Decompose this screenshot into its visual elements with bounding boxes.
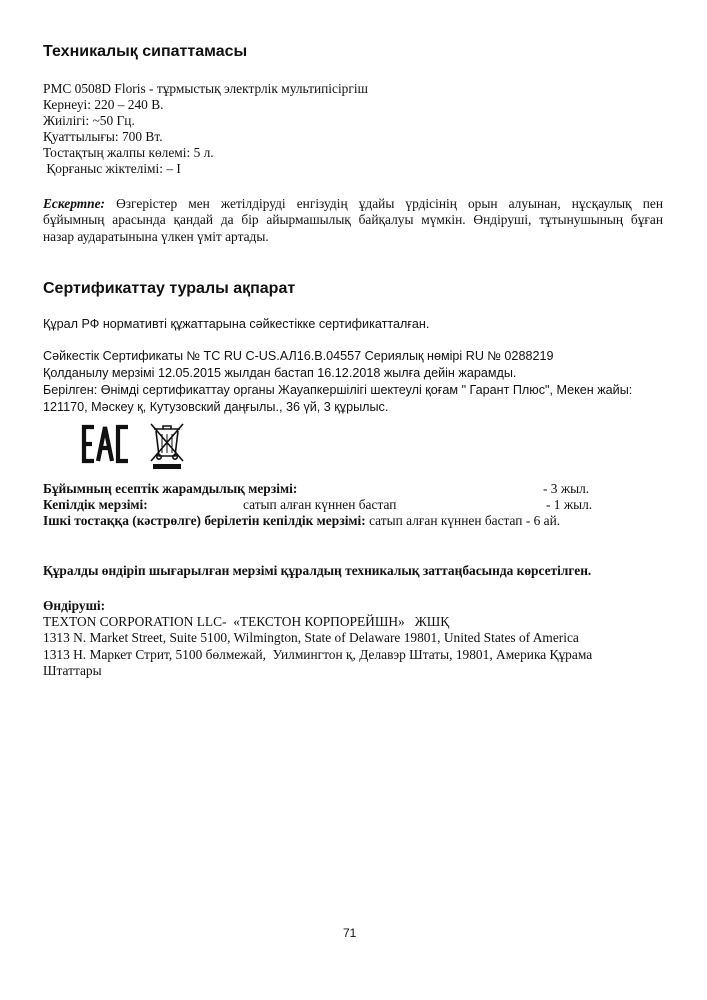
bowl-warranty-label: Ішкі тостаққа (кәстрөлге) берілетін кепілдік мерзімі: [43, 513, 366, 528]
spec-note-line-3: назар аударатынына үлкен үміт артады. [43, 229, 269, 244]
weee-crossed-bin-icon [148, 420, 186, 470]
spec-heading: Техникалық сипаттамасы [43, 43, 248, 60]
warranty-value: - 1 жыл. [546, 497, 593, 512]
spec-line-volume: Тостақтың жалпы көлемі: 5 л. [43, 145, 214, 160]
spec-note-line-1: Ескертпе: Өзгерістер мен жетілдіруді енгізудің ұдайы үрдісінің орын алуынан, нұсқаулық пен [43, 196, 663, 211]
cert-line-certificate: Сәйкестік Сертификаты № ТС RU C-US.АЛ16.В.04557 Сериялық нөмірі RU № 0288219 [43, 349, 554, 363]
warranty-label: Кепілдік мерзімі: [43, 497, 148, 512]
manufacturer-address-en: 1313 N. Market Street, Suite 5100, Wilmington, State of Delaware 19801, United States of America [43, 630, 579, 645]
production-date-note: Құралды өндіріп шығарылған мерзімі құралдың техникалық заттаңбасында көрсетілген. [43, 563, 592, 578]
spec-line-frequency: Жиілігі: ~50 Гц. [43, 113, 135, 128]
cert-line-address: 121170, Мәскеу қ, Кутузовский даңғылы., 36 үй, 3 құрылыс. [43, 400, 389, 414]
cert-line-issued: Берілген: Өнімді сертификаттау органы Жауапкершілігі шектеулі қоғам " Гарант Плюс", Мекен жайы: [43, 383, 633, 397]
bowl-warranty-value: сатып алған күннен бастап - 6 ай. [369, 513, 561, 528]
manufacturer-address-kk: 1313 Н. Маркет Стрит, 5100 бөлмежай, Уилмингтон қ, Делавэр Штаты, 19801, Америка Құрама [43, 647, 593, 662]
spec-line-protection: Қорғаныс жіктелімі: – I [43, 161, 181, 176]
spec-line-voltage: Кернеуі: 220 – 240 В. [43, 97, 164, 112]
spec-note-line-2: бұйымның арасында қандай да бір айырмашылық байқалуы мүмкін. Өндіруші, тұтынушының бұған [43, 212, 663, 227]
manufacturer-label: Өндіруші: [43, 598, 106, 613]
cert-intro: Құрал РФ нормативті құжаттарына сәйкестікке сертификатталған. [43, 317, 430, 331]
manufacturer-address-kk-cont: Штаттары [43, 663, 102, 678]
cert-line-validity: Қолданылу мерзімі 12.05.2015 жылдан бастап 16.12.2018 жылға дейін жарамды. [43, 366, 517, 380]
bowl-warranty-line [43, 513, 560, 529]
spec-line-model: PMC 0508D Floris - тұрмыстық электрлік мультипісіргіш [43, 81, 368, 96]
spec-line-power: Қуаттылығы: 700 Вт. [43, 129, 163, 144]
eac-mark-icon [80, 424, 132, 464]
manufacturer-name: TEXTON CORPORATION LLC- «ТЕКСТОН КОРПОРЕЙШН» ЖШҚ [43, 614, 450, 629]
note-label: Ескертпе: [43, 196, 105, 211]
service-life-value: - 3 жыл. [543, 481, 590, 496]
page-number: 71 [343, 926, 357, 940]
service-life-label: Бұйымның есептік жарамдылық мерзімі: [43, 481, 298, 496]
warranty-start: сатып алған күннен бастап [243, 497, 397, 512]
cert-heading: Сертификаттау туралы ақпарат [43, 280, 296, 297]
